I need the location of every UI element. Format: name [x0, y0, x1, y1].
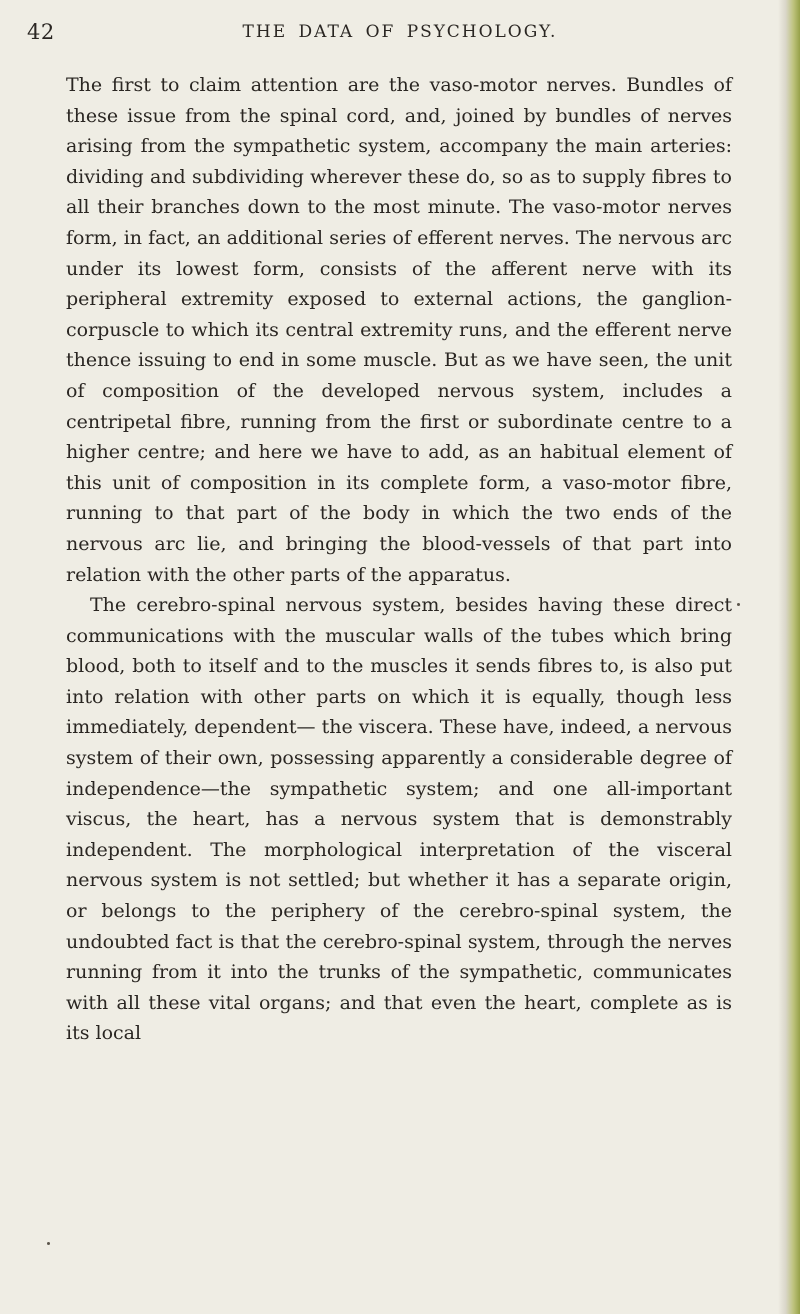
paragraph: The first to claim attention are the vaso-motor nerves. Bundles of these issue from the spinal cord, and, joined by bundles of nerves arising from the sympathetic system, accompany the main arteries: dividing and subdividing wherever these do, so as to supply fibres to all their branches down to the most minute. The vaso-motor nerves form, in fact, an additional series of efferent nerves. The nervous arc under its lowest form, consists of the afferent nerve with its peripheral extremity exposed to external actions, the ganglion-corpuscle to which its central extremity runs, and the efferent nerve thence issuing to end in some muscle. But as we have seen, the unit of composition of the developed nervous system, includes a centripetal fibre, running from the first or subordinate centre to a higher centre; and here we have to add, as an habitual element of this unit of composition in its complete form, a vaso-motor fibre, running to that part of the body in which the two ends of the nervous arc lie, and bringing the blood-vessels of that part into relation with the other parts of the apparatus. [66, 74, 732, 586]
page-number: 42 [27, 20, 55, 44]
body-text [66, 70, 732, 1049]
paper-speck [737, 603, 740, 606]
page-header [27, 20, 773, 54]
paragraph: The cerebro-spinal nervous system, besides having these direct communications with the muscular walls of the tubes which bring blood, both to itself and to the muscles it sends fibres to, is also put into relation with other parts on which it is equally, though less immediately, dependent— the viscera. These have, indeed, a nervous system of their own, possessing apparently a considerable degree of independence—the sympathetic system; and one all-important viscus, the heart, has a nervous system that is demonstrably independent. The morphological interpretation of the visceral nervous system is not settled; but whether it has a separate origin, or belongs to the periphery of the cerebro-spinal system, the undoubted fact is that the cerebro-spinal system, through the nerves running from it into the trunks of the sympathetic, communicates with all these vital organs; and that even the heart, complete as is its local [66, 594, 732, 1045]
page-edge-shadow [778, 0, 800, 1314]
running-title: THE DATA OF PSYCHOLOGY. [242, 22, 558, 42]
paper-speck [47, 1242, 50, 1245]
